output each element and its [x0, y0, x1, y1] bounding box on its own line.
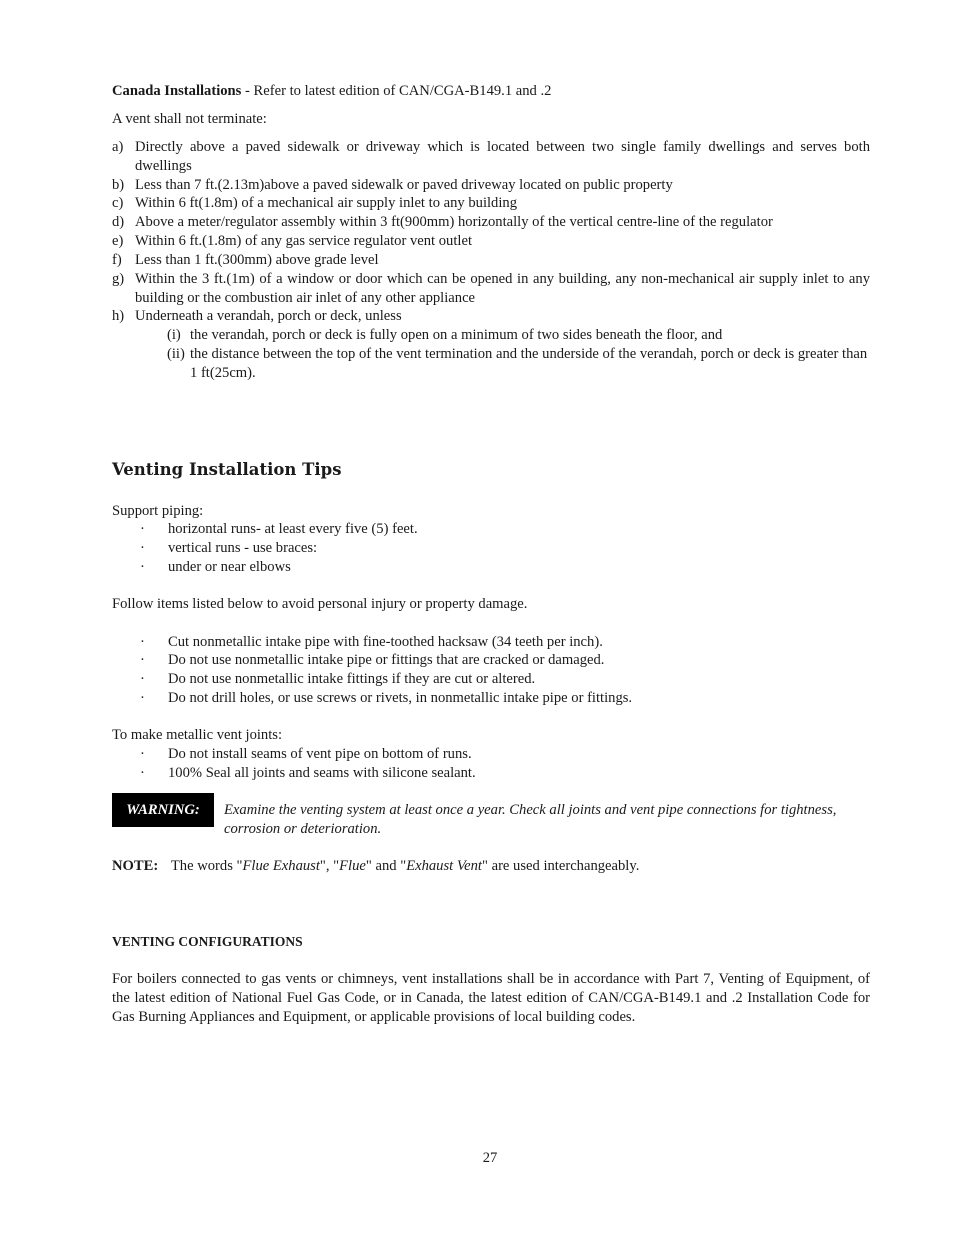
- note-label: NOTE:: [112, 858, 159, 874]
- bullet-icon: ·: [140, 652, 145, 668]
- list-text: Within 6 ft(1.8m) of a mechanical air supply inlet to any building: [135, 195, 518, 211]
- bullet-text: vertical runs - use braces:: [168, 540, 318, 556]
- sub-list-marker: (i): [167, 327, 181, 343]
- sub-list-text: the verandah, porch or deck is fully open on a minimum of two sides beneath the floor, and: [190, 327, 723, 343]
- bullet-text: Do not install seams of vent pipe on bottom of runs.: [168, 746, 472, 762]
- note-term-flue: Flue: [339, 858, 366, 874]
- bullet-icon: ·: [140, 634, 145, 650]
- canada-installations-line: [112, 82, 870, 101]
- bullet-text: Do not drill holes, or use screws or rivets, in nonmetallic intake pipe or fittings.: [168, 690, 633, 706]
- bullet-text: under or near elbows: [168, 559, 291, 575]
- list-marker: c): [112, 195, 124, 211]
- bullet-text: horizontal runs- at least every five (5) feet.: [168, 521, 418, 537]
- configurations-text: For boilers connected to gas vents or chimneys, vent installations shall be in accordance with Part 7, Venting of Equipment, of the latest edition of National Fuel Gas Code, or in Canada, the latest edition of CAN/CGA-B149.1 and .2 Installation Code for Gas Burning Appliances and Equipment, or applicable provisions of local building codes.: [112, 971, 870, 1025]
- bullet-icon: ·: [140, 671, 145, 687]
- note-text-2: ", ": [319, 858, 340, 874]
- list-text: Less than 7 ft.(2.13m)above a paved sidewalk or paved driveway located on public property: [135, 177, 673, 193]
- list-marker: e): [112, 233, 124, 249]
- bullet-icon: ·: [140, 746, 145, 762]
- note-text-1: The words ": [170, 858, 243, 874]
- bullet-icon: ·: [140, 521, 145, 537]
- bullet-icon: ·: [140, 559, 145, 575]
- metal-label: To make metallic vent joints:: [112, 727, 283, 743]
- list-marker: f): [112, 252, 122, 268]
- list-text: Directly above a paved sidewalk or driveway which is located between two single family dwellings and serves both dwellings: [135, 139, 870, 174]
- list-marker: h): [112, 308, 125, 324]
- tips-heading: Venting Installation Tips: [112, 460, 342, 479]
- bullet-icon: ·: [140, 540, 145, 556]
- bullet-text: Cut nonmetallic intake pipe with fine-toothed hacksaw (34 teeth per inch).: [168, 634, 603, 650]
- bullet-icon: ·: [140, 765, 145, 781]
- list-marker: a): [112, 139, 124, 155]
- list-text: Above a meter/regulator assembly within 3 ft(900mm) horizontally of the vertical centre-line of the regulator: [135, 214, 773, 230]
- follow-label: Follow items listed below to avoid personal injury or property damage.: [112, 596, 528, 612]
- canada-reference: - Refer to latest edition of CAN/CGA-B149.1 and .2: [241, 83, 552, 99]
- note-term-flue-exhaust: Flue Exhaust: [242, 858, 320, 874]
- canada-heading: Canada Installations: [112, 83, 242, 99]
- bullet-icon: ·: [140, 690, 145, 706]
- list-marker: g): [112, 271, 125, 287]
- configurations-heading: VENTING CONFIGURATIONS: [112, 934, 303, 949]
- list-text: Within 6 ft.(1.8m) of any gas service regulator vent outlet: [135, 233, 472, 249]
- warning-badge: WARNING:: [112, 793, 214, 827]
- bullet-text: 100% Seal all joints and seams with silicone sealant.: [168, 765, 476, 781]
- note-line: [112, 857, 870, 876]
- note-text-3: " and ": [365, 858, 407, 874]
- page-number: 27: [482, 1150, 498, 1166]
- list-text: Within the 3 ft.(1m) of a window or door which can be opened in any building, any non-mechanical air supply inlet to any building or the combustion air inlet of any other appliance: [135, 271, 870, 306]
- list-text: Less than 1 ft.(300mm) above grade level: [135, 252, 379, 268]
- list-marker: d): [112, 214, 125, 230]
- bullet-text: Do not use nonmetallic intake pipe or fittings that are cracked or damaged.: [168, 652, 605, 668]
- sub-list-text: the distance between the top of the vent termination and the underside of the verandah, porch or deck is greater than 1 ft(25cm).: [190, 346, 868, 381]
- note-text-4: " are used interchangeably.: [481, 858, 640, 874]
- warning-text: Examine the venting system at least once a year. Check all joints and vent pipe connections for tightness, corrosion or deterioration.: [224, 802, 837, 837]
- bullet-text: Do not use nonmetallic intake fittings if they are cut or altered.: [168, 671, 536, 687]
- sub-list-marker: (ii): [167, 346, 185, 362]
- support-label: Support piping:: [112, 503, 204, 519]
- list-marker: b): [112, 177, 125, 193]
- note-term-exhaust-vent: Exhaust Vent: [406, 858, 482, 874]
- list-text: Underneath a verandah, porch or deck, unless: [135, 308, 402, 324]
- vent-intro: A vent shall not terminate:: [112, 111, 267, 127]
